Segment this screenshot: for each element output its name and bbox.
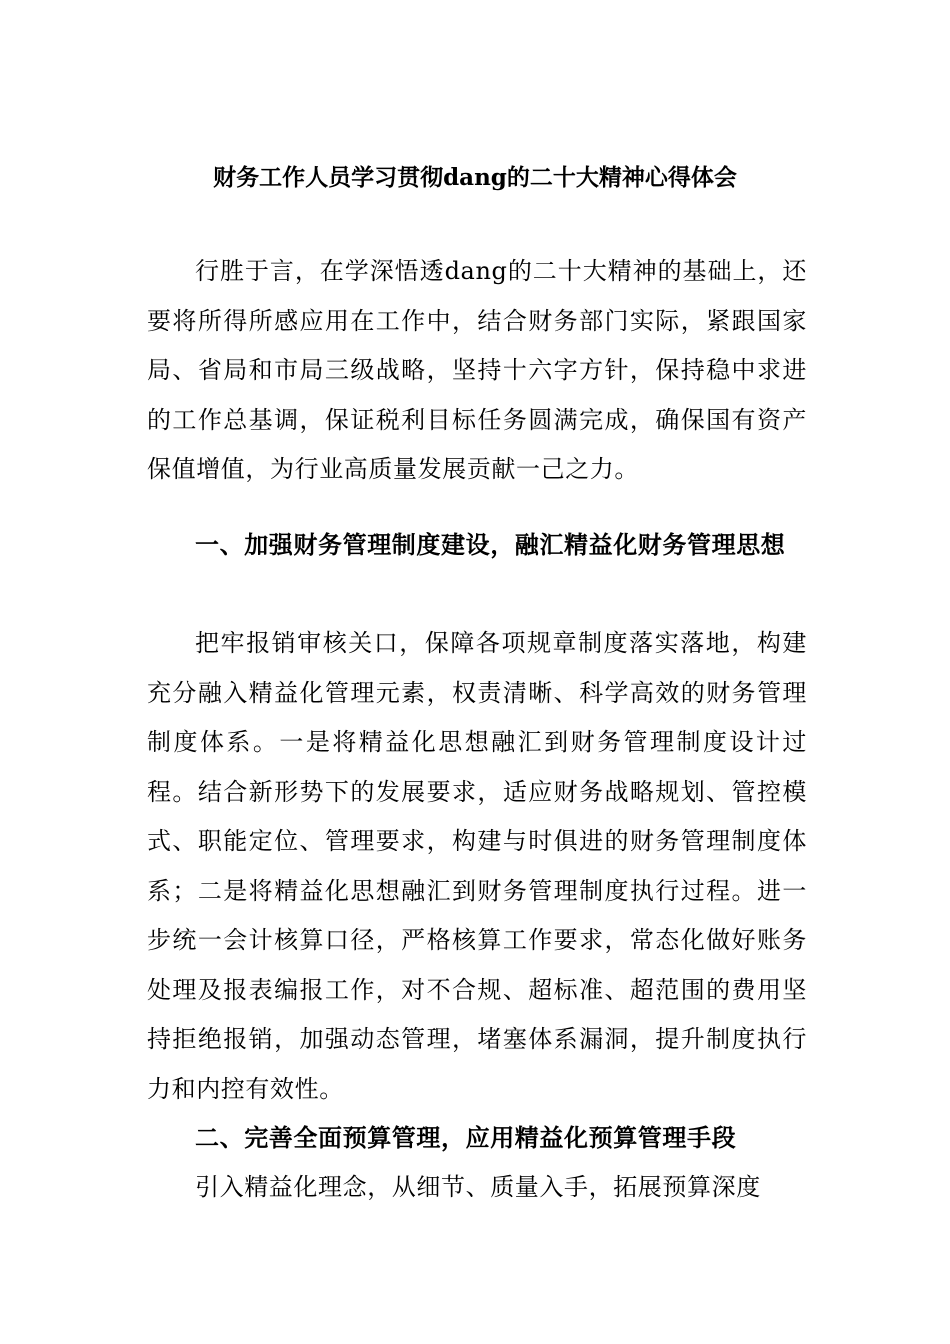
paragraph-section-1: 把牢报销审核关口，保障各项规章制度落实落地，构建充分融入精益化管理元素，权责清晰、科学高效的财务管理制度体系。一是将精益化思想融汇到财务管理制度设计过程。结合新形势下的发展要求，适应财务战略规划、管控模式、职能定位、管理要求，构建与时俱进的财务管理制度体系；二是将精益化思想融汇到财务管理制度执行过程。进一步统一会计核算口径，严格核算工作要求，常态化做好账务处理及报表编报工作，对不合规、超标准、超范围的费用坚持拒绝报销，加强动态管理，堵塞体系漏洞，提升制度执行力和内控有效性。 bbox=[147, 629, 807, 1103]
section-heading-1: 一、加强财务管理制度建设，融汇精益化财务管理思想 bbox=[195, 530, 786, 559]
section-heading-2: 二、完善全面预算管理，应用精益化预算管理手段 bbox=[195, 1123, 737, 1152]
paragraph-section-2: 引入精益化理念，从细节、质量入手，拓展预算深度 bbox=[195, 1173, 761, 1201]
paragraph-intro: 行胜于言，在学深悟透dang的二十大精神的基础上，还要将所得所感应用在工作中，结合财务部门实际，紧跟国家局、省局和市局三级战略，坚持十六字方针，保持稳中求进的工作总基调，保证税利目标任务圆满完成，确保国有资产保值增值，为行业高质量发展贡献一己之力。 bbox=[147, 257, 807, 483]
document-title: 财务工作人员学习贯彻dang的二十大精神心得体会 bbox=[213, 164, 737, 191]
